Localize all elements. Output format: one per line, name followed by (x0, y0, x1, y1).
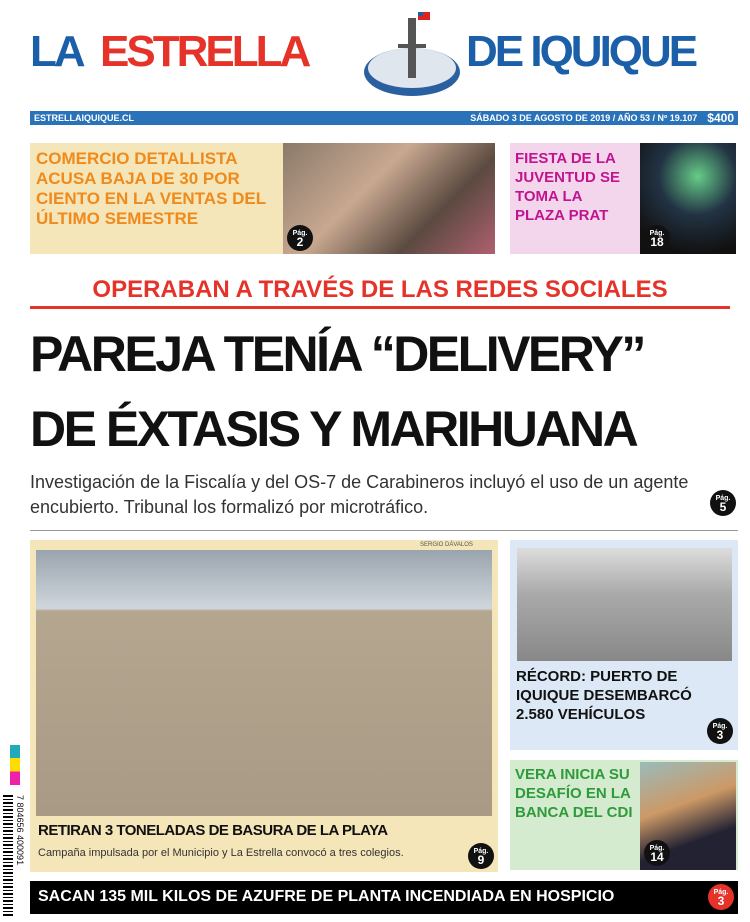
lead-kicker: OPERABAN A TRAVÉS DE LAS REDES SOCIALES (30, 276, 730, 309)
page-badge: Pág. 5 (710, 490, 736, 516)
page-badge: Pág. 3 (707, 718, 733, 744)
barcode-number: 7 804656 400091 (15, 795, 25, 866)
masthead-la: LA (30, 27, 83, 76)
record-headline: RÉCORD: PUERTO DE IQUIQUE DESEMBARCÓ 2.580 VEHÍCULOS (516, 668, 692, 723)
shoppers-photo (283, 143, 495, 254)
teaser-fiesta[interactable] (510, 143, 640, 254)
divider (30, 530, 738, 531)
masthead-de-iquique: DE IQUIQUE (466, 27, 696, 76)
port-vehicles-photo (517, 548, 732, 661)
info-bar (30, 111, 738, 125)
teaser-headline: COMERCIO DETALLISTA ACUSA BAJA DE 30 POR CIENTO EN LA VENTAS DEL ÚLTIMO SEMESTRE (36, 149, 266, 228)
lead-headline-2: DE ÉXTASIS Y MARIHUANA (30, 401, 637, 457)
vera-headline: VERA INICIA SU DESAFÍO EN LA BANCA DEL CDI (515, 766, 633, 821)
dateline: SÁBADO 3 DE AGOSTO DE 2019 / AÑO 53 / Nº 19.107 (470, 113, 698, 123)
barcode (3, 795, 13, 917)
page-badge: Pág. 18 (644, 225, 670, 251)
lighthouse-emblem-icon (362, 10, 462, 98)
photo-story-headline: RETIRAN 3 TONELADAS DE BASURA DE LA PLAYA (38, 822, 388, 839)
photo-credit: SERGIO DÁVALOS (420, 542, 473, 548)
website-link[interactable]: ESTRELLAIQUIQUE.CL (34, 113, 135, 123)
lead-headline-1: PAREJA TENÍA “DELIVERY” (30, 326, 644, 382)
teaser-comercio[interactable] (30, 143, 283, 254)
lead-deck: Investigación de la Fiscalía y del OS-7 de Carabineros incluyó el uso de un agente encubierto. Tribunal los formalizó por microtráfico. (30, 472, 689, 517)
color-registration-marks (10, 745, 20, 785)
page-badge: Pág. 9 (468, 843, 494, 869)
page-badge: Pág. 14 (644, 840, 670, 866)
teaser-headline: FIESTA DE LA JUVENTUD SE TOMA LA PLAZA PRAT (515, 150, 621, 224)
masthead-estrella: ESTRELLA (100, 27, 309, 76)
bottom-headline: SACAN 135 MIL KILOS DE AZUFRE DE PLANTA INCENDIADA EN HOSPICIO (38, 888, 615, 905)
page-badge: Pág. 3 (708, 884, 734, 910)
beach-cleanup-photo (36, 550, 492, 816)
page-badge: Pág. 2 (287, 225, 313, 251)
price: $400 (707, 111, 734, 125)
photo-story-caption: Campaña impulsada por el Municipio y La Estrella convocó a tres colegios. (38, 847, 404, 859)
bottom-story[interactable] (30, 881, 738, 914)
